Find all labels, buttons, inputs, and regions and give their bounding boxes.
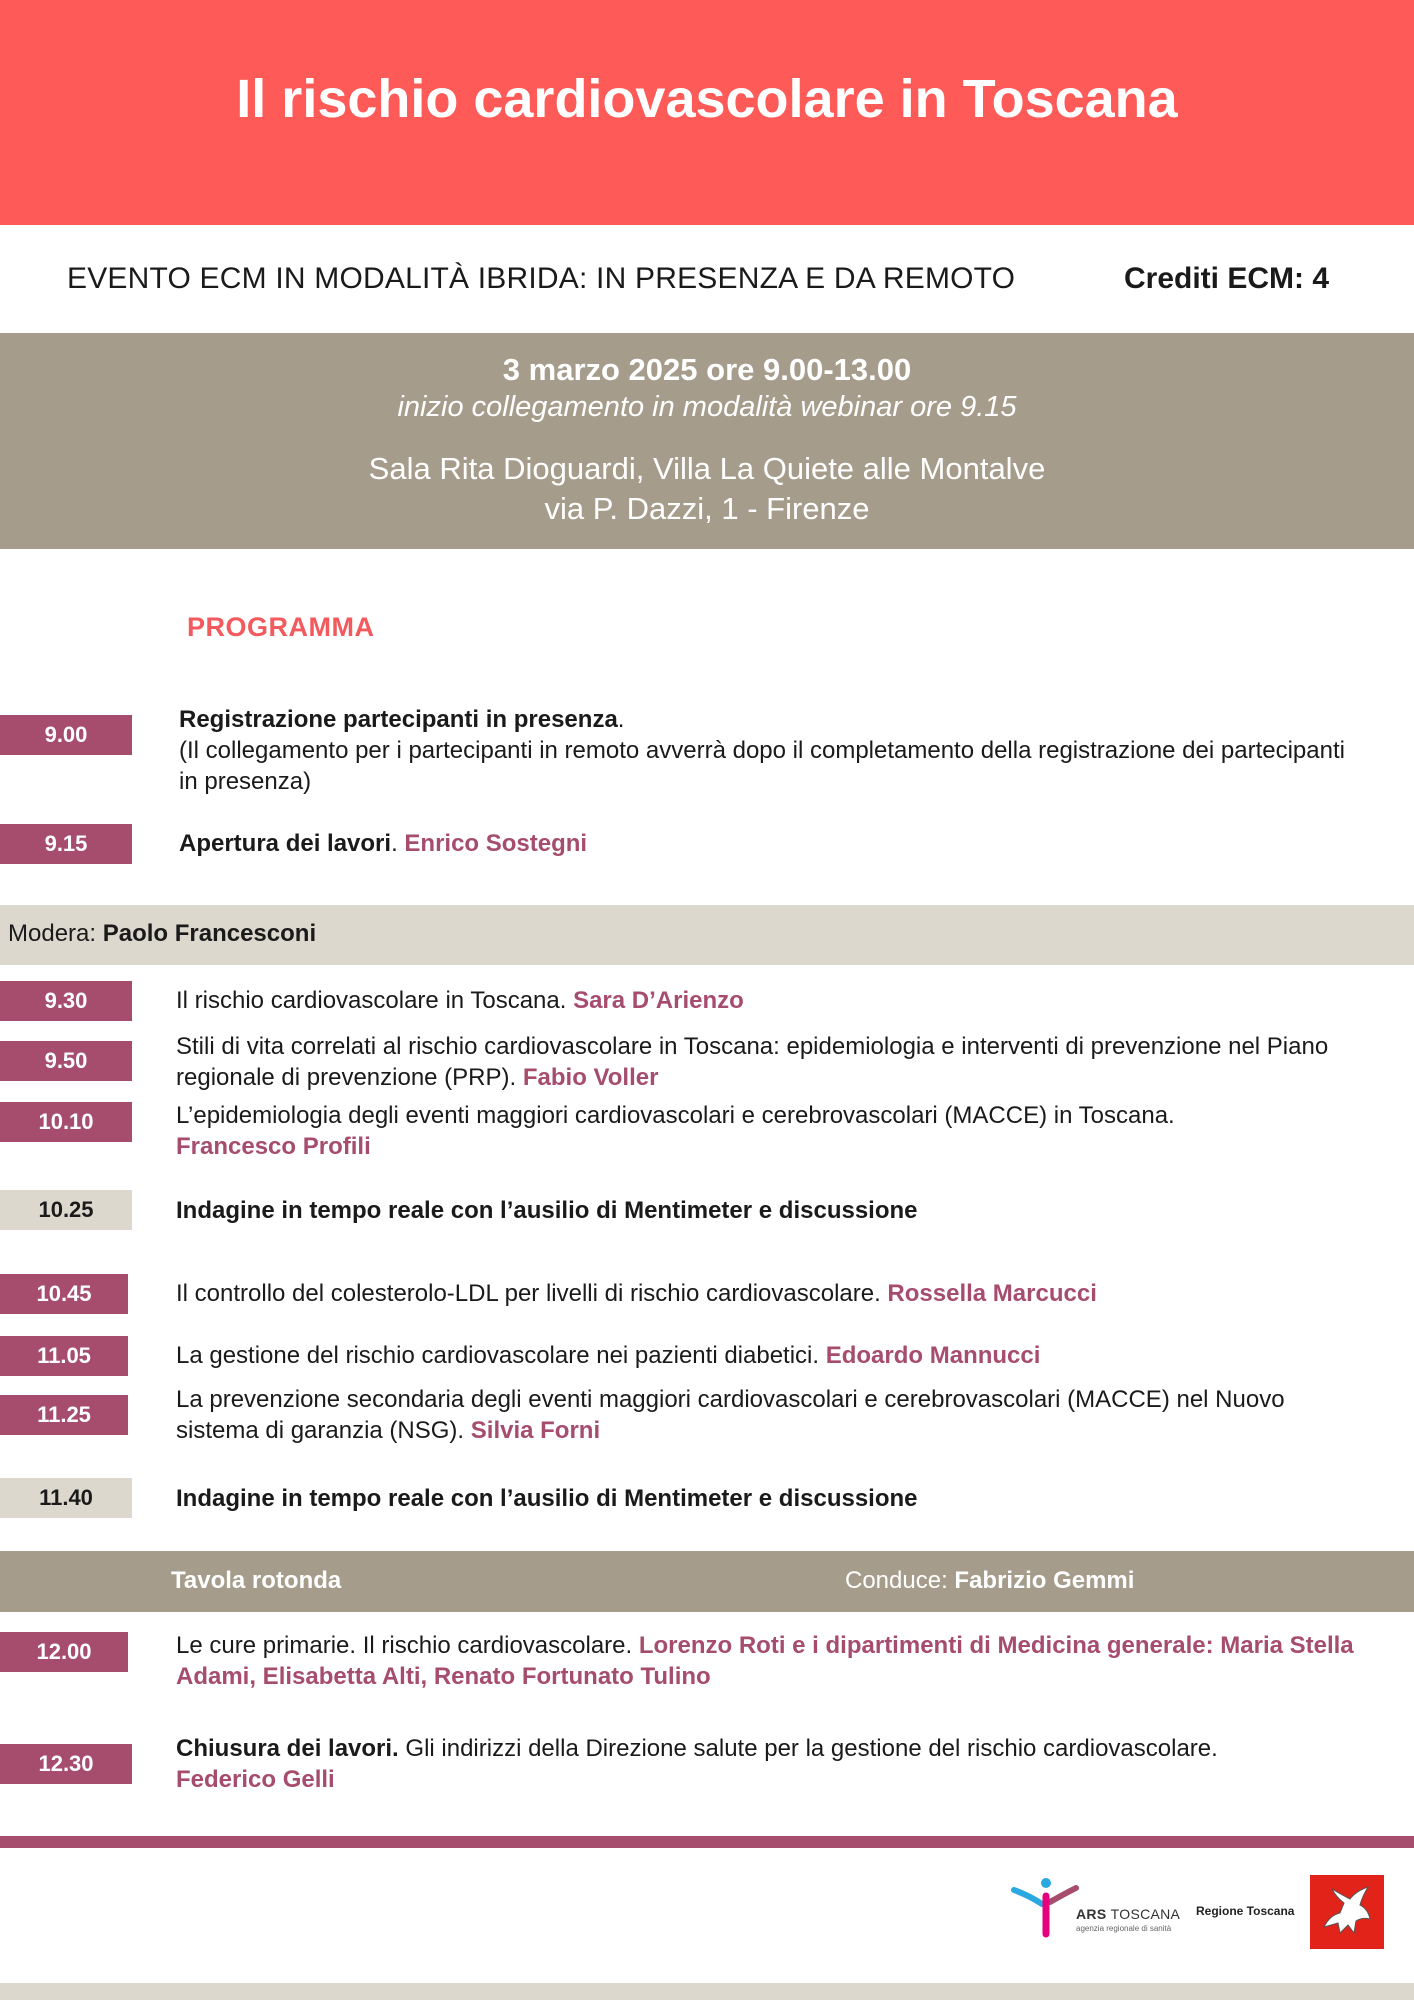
- ars-subtitle: agenzia regionale di sanità: [1076, 1924, 1172, 1933]
- webinar-note: inizio collegamento in modalità webinar ore 9.15: [397, 391, 1017, 423]
- speaker-name: Lorenzo Roti e i dipartimenti di Medicina generale: Maria Stella Adami, Elisabetta Alti, Renato Fortunato Tulino: [176, 1632, 1354, 1690]
- speaker-name: Rossella Marcucci: [887, 1280, 1097, 1307]
- section-heading-programma: PROGRAMMA: [187, 612, 375, 642]
- time-label: 9.00: [0, 715, 132, 755]
- address: via P. Dazzi, 1 - Firenze: [544, 491, 870, 526]
- host-name: Fabrizio Gemmi: [954, 1567, 1135, 1594]
- item-text: L’epidemiologia degli eventi maggiori cardiovascolari e cerebrovascolari (MACCE) in Toscana.: [176, 1102, 1175, 1129]
- time-label: 9.50: [0, 1041, 132, 1081]
- time-label: 10.10: [0, 1102, 132, 1142]
- time-label: 11.25: [0, 1395, 128, 1435]
- event-mode: EVENTO ECM IN MODALITÀ IBRIDA: IN PRESENZA E DA REMOTO: [67, 262, 1016, 295]
- agenda-item-950: [176, 1031, 1366, 1093]
- pegasus-icon: [1310, 1875, 1384, 1949]
- agenda-item-1200: [176, 1630, 1366, 1692]
- agenda-item-apertura: [179, 828, 1369, 859]
- speaker-name: Edoardo Mannucci: [825, 1342, 1041, 1369]
- item-text: Le cure primarie. Il rischio cardiovascolare.: [176, 1632, 639, 1659]
- time-label: 10.45: [0, 1274, 128, 1314]
- agenda-item-1025: Indagine in tempo reale con l’ausilio di Mentimeter e discussione: [176, 1197, 918, 1224]
- item-punct: .: [617, 706, 625, 733]
- speaker-name: Enrico Sostegni: [404, 830, 588, 857]
- speaker-name: Francesco Profili: [176, 1133, 371, 1160]
- item-text: Il controllo del colesterolo-LDL per livelli di rischio cardiovascolare.: [176, 1280, 888, 1307]
- speaker-name: Federico Gelli: [176, 1766, 335, 1793]
- regione-toscana-label: Regione Toscana: [1196, 1904, 1295, 1918]
- speaker-name: Sara D’Arienzo: [573, 987, 744, 1014]
- agenda-item-1010: [176, 1100, 1366, 1162]
- item-text: Stili di vita correlati al rischio cardiovascolare in Toscana: epidemiologia e interventi di prevenzione nel Piano regionale di prevenzione (PRP).: [176, 1033, 1329, 1091]
- time-label: 9.30: [0, 981, 132, 1021]
- agenda-item-1230: [176, 1733, 1366, 1795]
- date-venue-band: [0, 333, 1414, 549]
- ecm-credits: Crediti ECM: 4: [1124, 262, 1330, 295]
- agenda-item-registrazione: [179, 704, 1369, 797]
- agenda-item-1140: Indagine in tempo reale con l’ausilio di Mentimeter e discussione: [176, 1485, 918, 1512]
- item-punct: .: [391, 830, 405, 857]
- ars-light: TOSCANA: [1110, 1906, 1181, 1922]
- item-title: Chiusura dei lavori.: [176, 1735, 399, 1762]
- time-label: 12.30: [0, 1744, 132, 1784]
- footer-divider: [0, 1836, 1414, 1848]
- agenda-item-1125: [176, 1384, 1366, 1446]
- time-label: 10.25: [0, 1190, 132, 1230]
- ars-bold: ARS: [1076, 1906, 1107, 1922]
- time-label: 11.05: [0, 1336, 128, 1376]
- ars-toscana-logo-icon: [1010, 1874, 1080, 1944]
- moderator-label: Modera:: [8, 920, 103, 947]
- event-date: 3 marzo 2025 ore 9.00-13.00: [502, 352, 912, 387]
- moderator: [8, 920, 316, 948]
- agenda-item-1045: [176, 1278, 1366, 1309]
- item-title: Registrazione partecipanti in presenza: [179, 706, 618, 733]
- agenda-item-930: [176, 985, 1366, 1016]
- time-label: 9.15: [0, 824, 132, 864]
- speaker-name: Silvia Forni: [470, 1417, 601, 1444]
- item-note: (Il collegamento per i partecipanti in remoto avverrà dopo il completamento della registrazione dei partecipanti in presenza): [179, 737, 1345, 795]
- item-title: Apertura dei lavori: [179, 830, 392, 857]
- item-text: Il rischio cardiovascolare in Toscana.: [176, 987, 574, 1014]
- round-table-host: [845, 1567, 1134, 1595]
- page-title: Il rischio cardiovascolare in Toscana: [236, 69, 1178, 129]
- item-text: La gestione del rischio cardiovascolare nei pazienti diabetici.: [176, 1342, 826, 1369]
- agenda-item-1105: [176, 1340, 1366, 1371]
- regione-toscana-logo: [1310, 1875, 1384, 1949]
- time-label: 11.40: [0, 1478, 132, 1518]
- round-table-label: Tavola rotonda: [171, 1567, 342, 1594]
- host-label: Conduce:: [845, 1567, 955, 1594]
- item-text: Gli indirizzi della Direzione salute per la gestione del rischio cardiovascolare.: [398, 1735, 1218, 1762]
- moderator-name: Paolo Francesconi: [102, 920, 317, 947]
- time-label: 12.00: [0, 1632, 128, 1672]
- footer-bottom-band: [0, 1983, 1414, 2000]
- speaker-name: Fabio Voller: [522, 1064, 659, 1091]
- venue: Sala Rita Dioguardi, Villa La Quiete alle Montalve: [368, 451, 1046, 486]
- ars-toscana-name: [1076, 1906, 1180, 1922]
- item-text: La prevenzione secondaria degli eventi maggiori cardiovascolari e cerebrovascolari (MACCE) nel Nuovo sistema di garanzia (NSG).: [176, 1386, 1285, 1444]
